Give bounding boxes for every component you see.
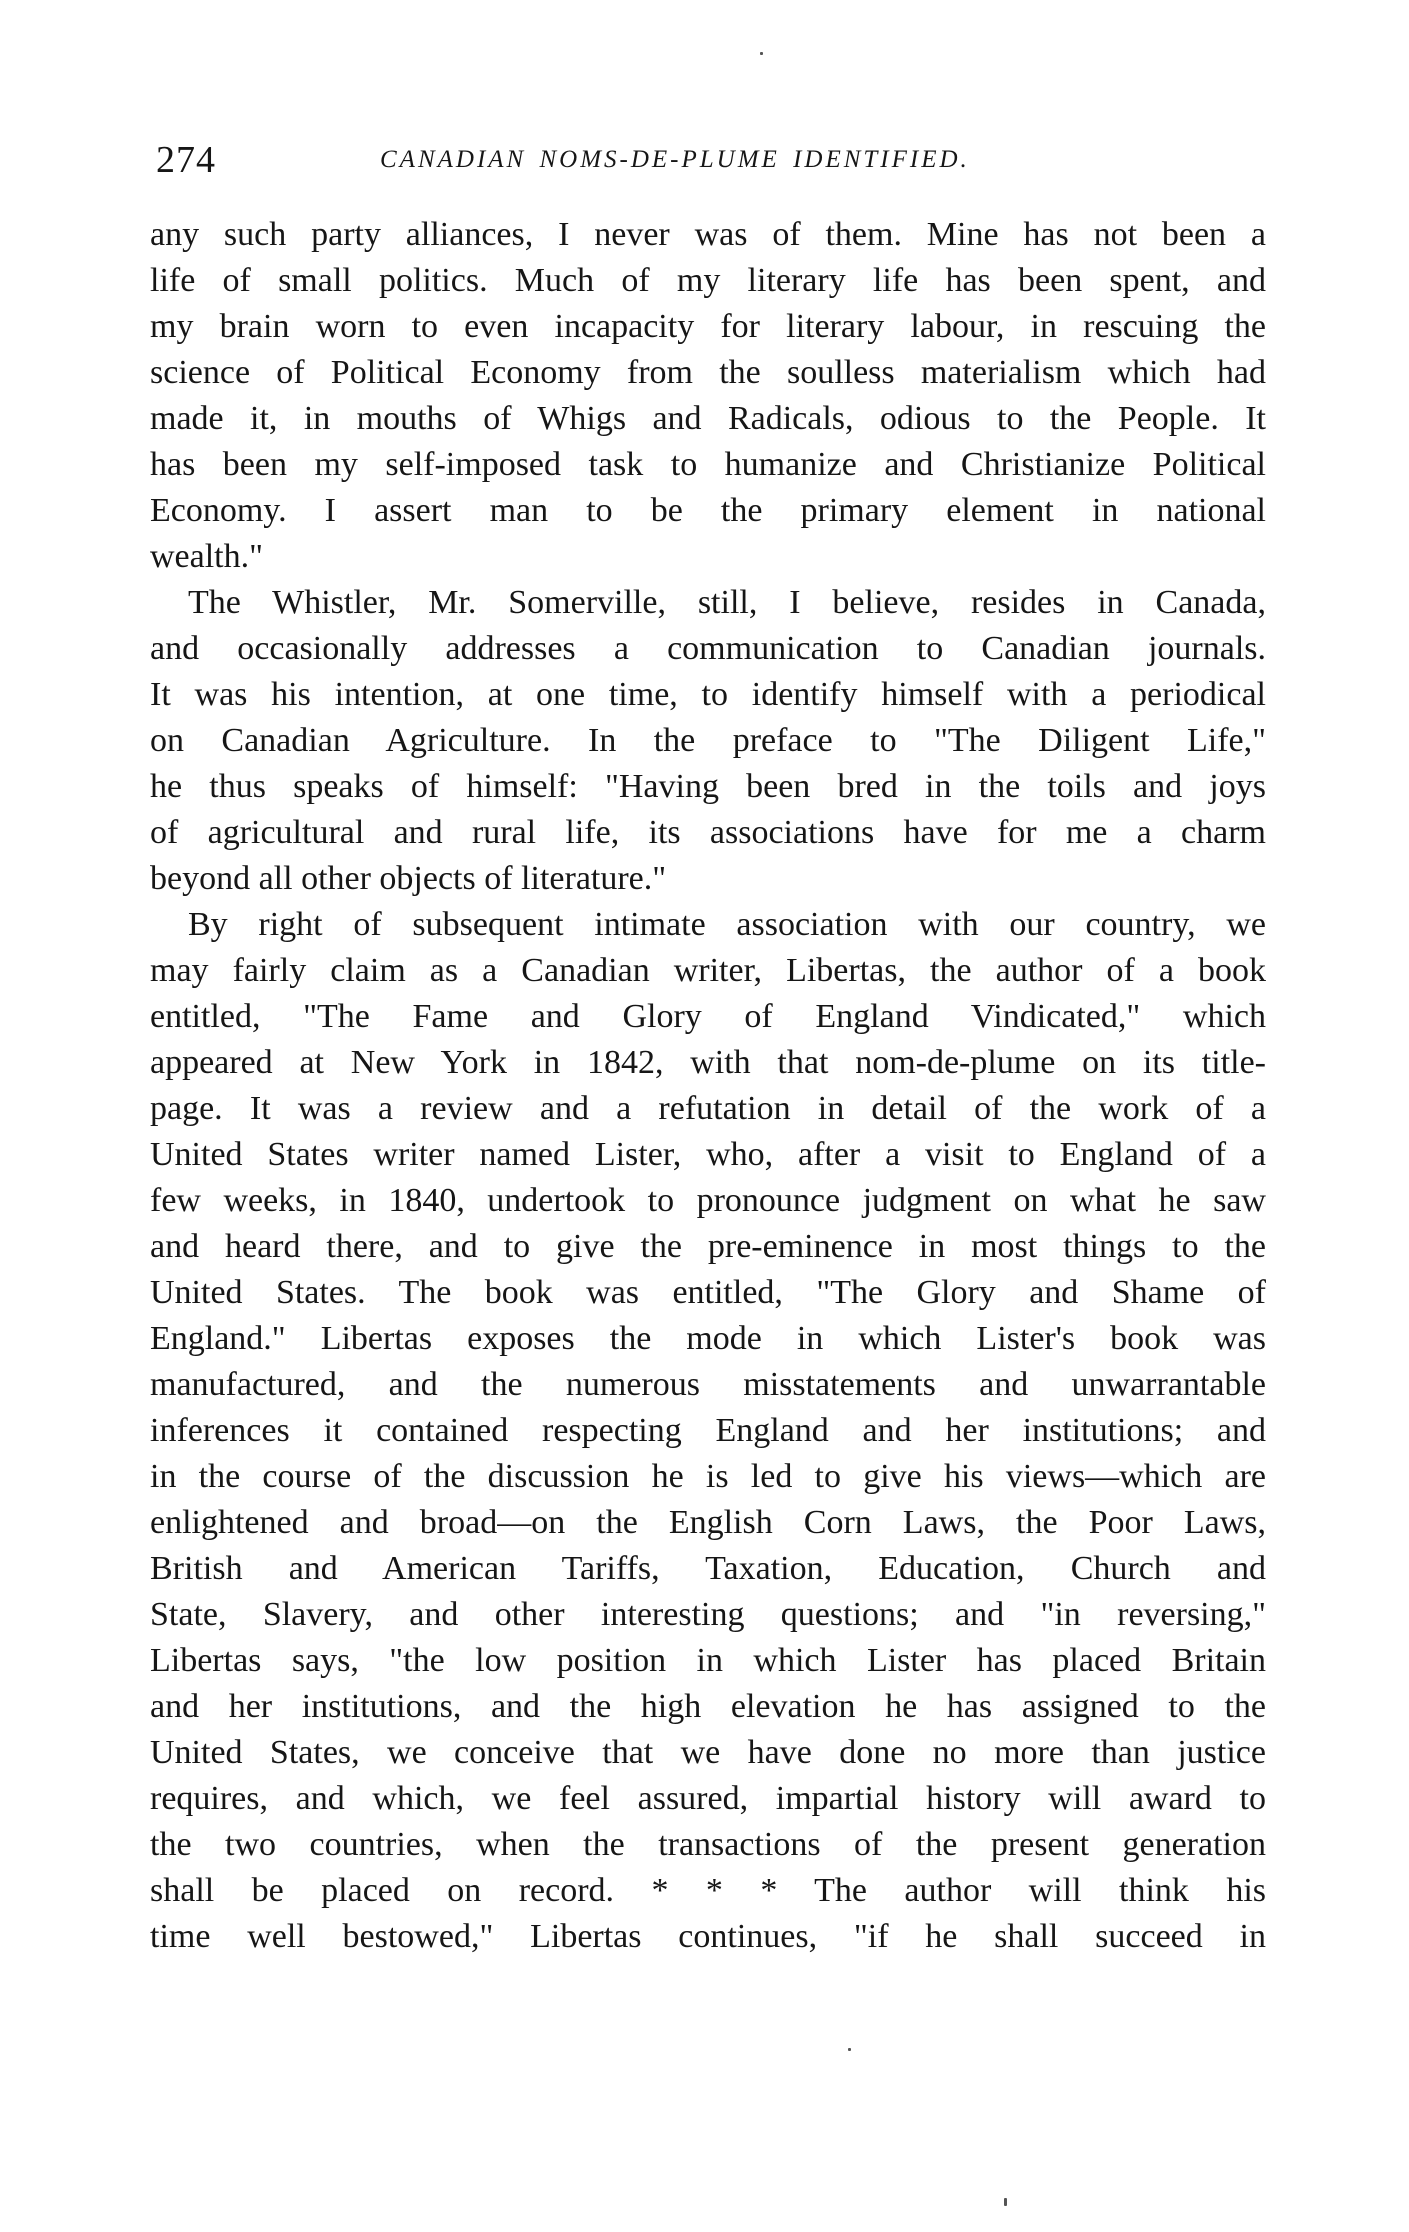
text-line: any such party alliances, I never was of them. Mine has not been a bbox=[150, 216, 1266, 253]
text-line: United States, we conceive that we have done no more than justice bbox=[150, 1734, 1266, 1771]
scan-speck bbox=[1004, 2198, 1007, 2206]
text-line: page. It was a review and a refutation in detail of the work of a bbox=[150, 1090, 1266, 1127]
text-line: he thus speaks of himself: "Having been bred in the toils and joys bbox=[150, 768, 1266, 805]
text-line: the two countries, when the transactions of the present generation bbox=[150, 1826, 1266, 1863]
text-line: It was his intention, at one time, to identify himself with a periodical bbox=[150, 676, 1266, 713]
text-line: and her institutions, and the high elevation he has assigned to the bbox=[150, 1688, 1266, 1725]
text-line: British and American Tariffs, Taxation, Education, Church and bbox=[150, 1550, 1266, 1587]
scan-speck bbox=[848, 2048, 851, 2051]
text-line: Libertas says, "the low position in which Lister has placed Britain bbox=[150, 1642, 1266, 1679]
page-number: 274 bbox=[156, 139, 216, 181]
text-line: United States. The book was entitled, "The Glory and Shame of bbox=[150, 1274, 1266, 1311]
text-line: beyond all other objects of literature." bbox=[150, 860, 667, 897]
text-line: and occasionally addresses a communication to Canadian journals. bbox=[150, 630, 1266, 667]
text-line: The Whistler, Mr. Somerville, still, I believe, resides in Canada, bbox=[188, 584, 1266, 621]
text-line: wealth." bbox=[150, 538, 264, 575]
text-line: England." Libertas exposes the mode in which Lister's book was bbox=[150, 1320, 1266, 1357]
text-line: time well bestowed," Libertas continues, "if he shall succeed in bbox=[150, 1918, 1266, 1955]
text-line: on Canadian Agriculture. In the preface to "The Diligent Life," bbox=[150, 722, 1266, 759]
text-line: may fairly claim as a Canadian writer, Libertas, the author of a book bbox=[150, 952, 1266, 989]
text-line: has been my self-imposed task to humanize and Christianize Political bbox=[150, 446, 1266, 483]
text-line: United States writer named Lister, who, after a visit to England of a bbox=[150, 1136, 1266, 1173]
running-head bbox=[156, 138, 1264, 188]
text-line: my brain worn to even incapacity for literary labour, in rescuing the bbox=[150, 308, 1266, 345]
text-line: science of Political Economy from the soulless materialism which had bbox=[150, 354, 1266, 391]
body-text bbox=[150, 212, 1266, 1960]
text-line: enlightened and broad—on the English Corn Laws, the Poor Laws, bbox=[150, 1504, 1266, 1541]
scan-speck bbox=[760, 52, 763, 55]
text-line: made it, in mouths of Whigs and Radicals, odious to the People. It bbox=[150, 400, 1266, 437]
text-line: inferences it contained respecting England and her institutions; and bbox=[150, 1412, 1266, 1449]
text-line: State, Slavery, and other interesting questions; and "in reversing," bbox=[150, 1596, 1266, 1633]
text-line: manufactured, and the numerous misstatements and unwarrantable bbox=[150, 1366, 1266, 1403]
text-line: Economy. I assert man to be the primary element in national bbox=[150, 492, 1266, 529]
text-line: life of small politics. Much of my literary life has been spent, and bbox=[150, 262, 1266, 299]
text-line: requires, and which, we feel assured, impartial history will award to bbox=[150, 1780, 1266, 1817]
text-line: By right of subsequent intimate association with our country, we bbox=[188, 906, 1266, 943]
text-line: shall be placed on record. * * * The author will think his bbox=[150, 1872, 1266, 1909]
text-line: in the course of the discussion he is led to give his views—which are bbox=[150, 1458, 1266, 1495]
text-line: few weeks, in 1840, undertook to pronounce judgment on what he saw bbox=[150, 1182, 1266, 1219]
text-line: and heard there, and to give the pre-eminence in most things to the bbox=[150, 1228, 1266, 1265]
text-line: of agricultural and rural life, its associations have for me a charm bbox=[150, 814, 1266, 851]
text-line: appeared at New York in 1842, with that nom-de-plume on its title- bbox=[150, 1044, 1266, 1081]
running-title: CANADIAN NOMS-DE-PLUME IDENTIFIED. bbox=[380, 146, 970, 173]
text-line: entitled, "The Fame and Glory of England Vindicated," which bbox=[150, 998, 1266, 1035]
